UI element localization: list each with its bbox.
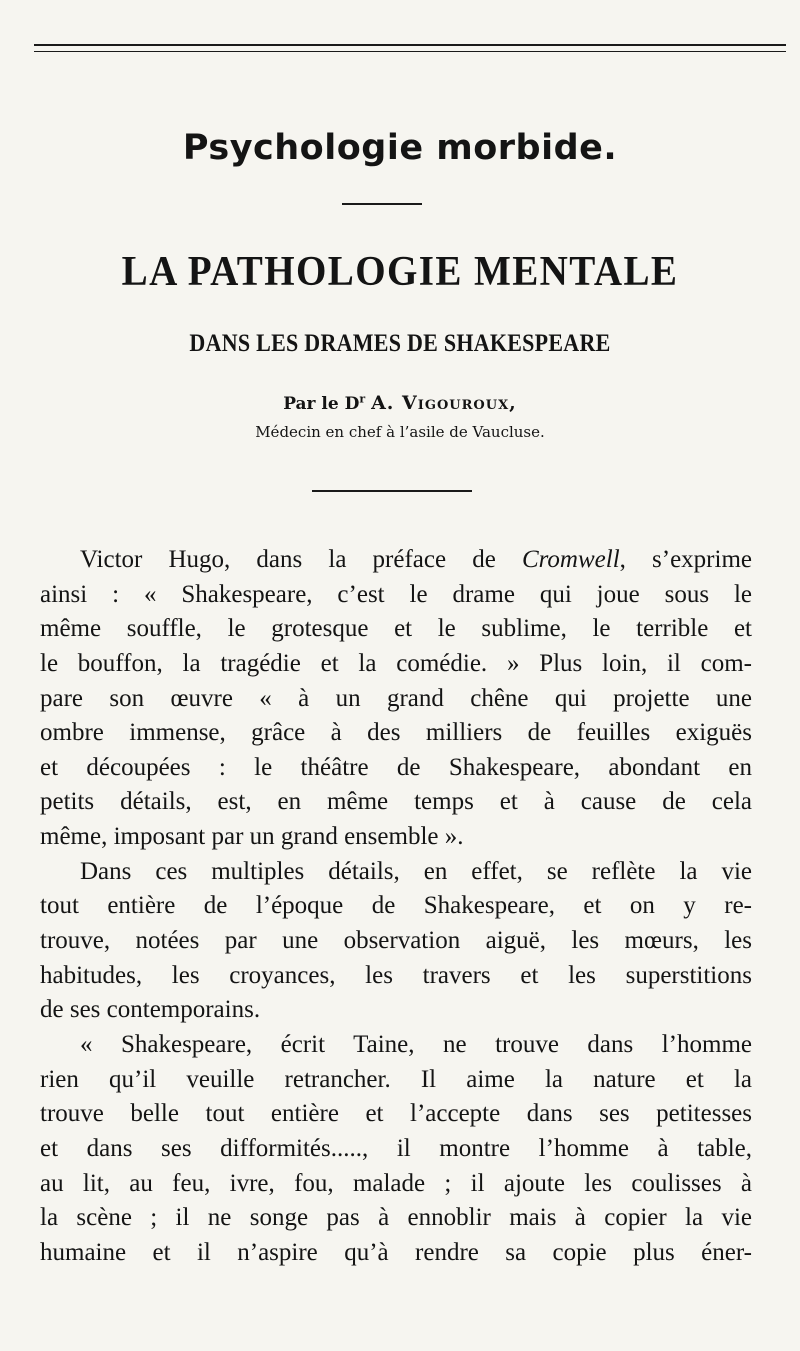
article-subtitle: DANS LES DRAMES DE SHAKESPEARE <box>189 330 611 357</box>
author-name: A. Vigouroux, <box>371 392 517 414</box>
text-line: « Shakespeare, écrit Taine, ne trouve dans l’homme <box>80 1030 752 1058</box>
top-double-rule-lower <box>34 51 786 52</box>
text-line: même souffle, le grotesque et le sublime, le terrible et <box>40 615 752 643</box>
text-line: humaine et il n’aspire qu’à rendre sa copie plus éner- <box>40 1238 752 1266</box>
author-prefix-sup: r <box>359 392 366 406</box>
text-line: petits détails, est, en même temps et à cause de cela <box>40 788 752 816</box>
text-line: ainsi : « Shakespeare, c’est le drame qui joue sous le <box>40 580 752 608</box>
top-double-rule-upper <box>34 44 786 46</box>
text-line: au lit, au feu, ivre, fou, malade ; il ajoute les coulisses à <box>40 1169 752 1197</box>
text-line-segment: , s’exprime <box>619 546 752 573</box>
text-line: et dans ses difformités....., il montre l’homme à table, <box>40 1134 752 1162</box>
text-line: pare son œuvre « à un grand chêne qui projette une <box>40 684 752 712</box>
text-line: et découpées : le théâtre de Shakespeare, abondant en <box>40 753 752 781</box>
text-line <box>40 543 752 578</box>
text-line: rien qu’il veuille retrancher. Il aime la nature et la <box>40 1065 752 1093</box>
text-line: la scène ; il ne songe pas à ennoblir mais à copier la vie <box>40 1204 752 1232</box>
text-line: de ses contemporains. <box>40 996 261 1024</box>
text-line: même, imposant par un grand ensemble ». <box>40 823 464 851</box>
article-title: LA PATHOLOGIE MENTALE <box>121 249 679 295</box>
text-line: le bouffon, la tragédie et la comédie. » Plus loin, il com- <box>40 649 752 677</box>
text-line: trouve, notées par une observation aiguë, les mœurs, les <box>40 927 752 955</box>
text-line: habitudes, les croyances, les travers et les superstitions <box>40 961 752 989</box>
author-prefix: Par le D <box>283 394 360 414</box>
section-divider <box>342 203 422 205</box>
author-affiliation: Médecin en chef à l’asile de Vaucluse. <box>255 423 545 441</box>
section-title: Psychologie morbide. <box>182 128 618 168</box>
article-body <box>40 543 752 1270</box>
text-line: tout entière de l’époque de Shakespeare, et on y re- <box>40 892 752 920</box>
text-line: Dans ces multiples détails, en effet, se reflète la vie <box>80 857 752 885</box>
header-divider <box>312 490 472 492</box>
author-byline <box>0 392 800 414</box>
text-line: trouve belle tout entière et l’accepte dans ses petitesses <box>40 1100 752 1128</box>
italic-title: Cromwell <box>521 546 620 573</box>
text-line-segment: Victor Hugo, dans la préface de <box>80 546 522 573</box>
text-line: ombre immense, grâce à des milliers de feuilles exiguës <box>40 719 752 747</box>
